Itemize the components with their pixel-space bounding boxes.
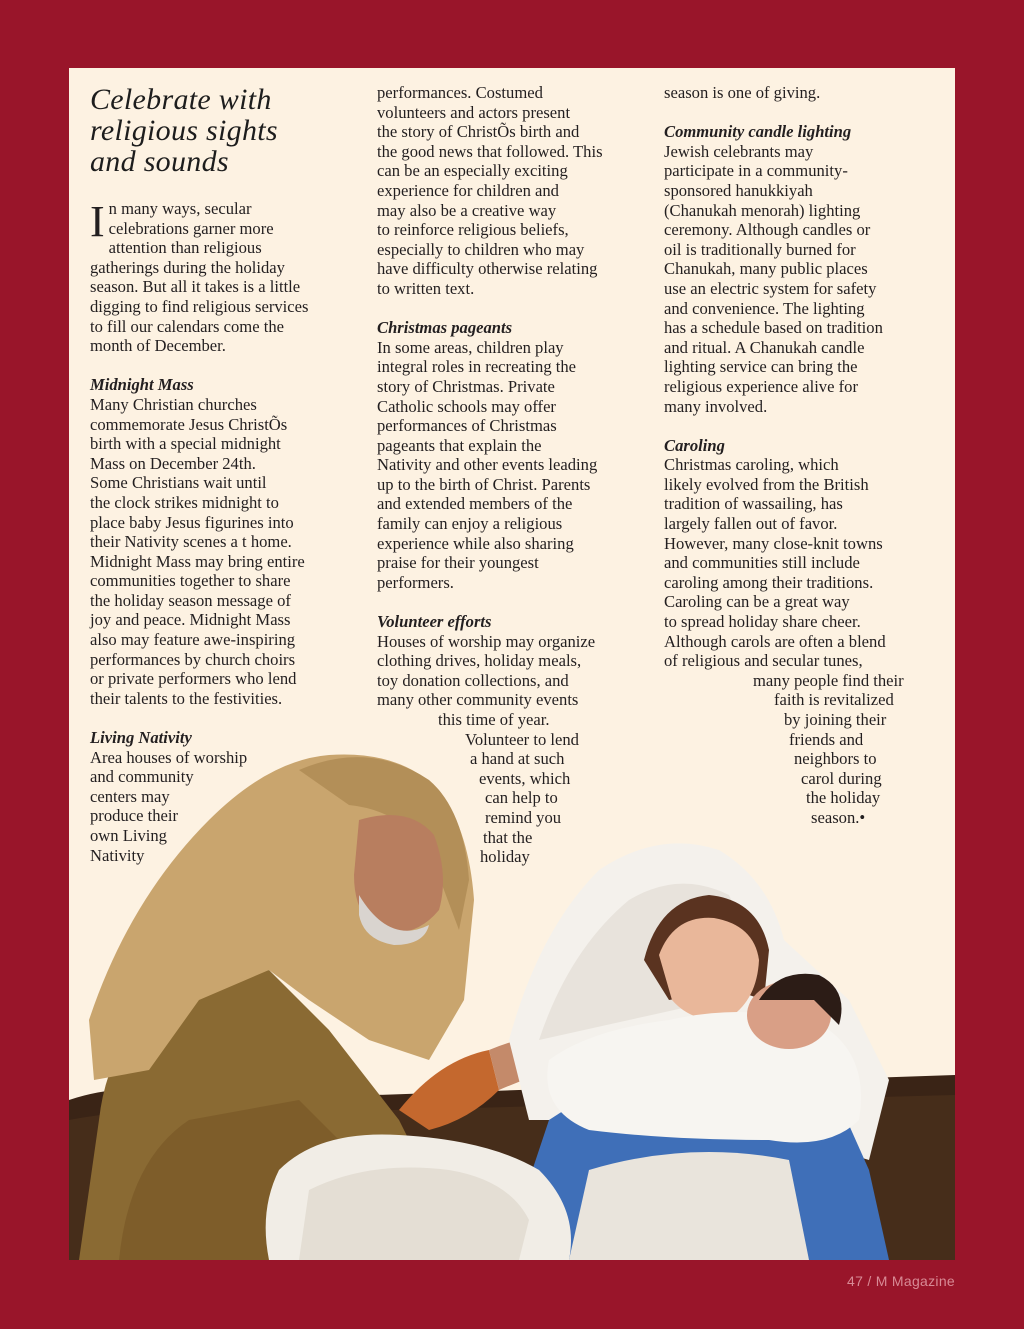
- article-page: [69, 68, 955, 1260]
- section-body-midnight-mass: Many Christian churches commemorate Jesus ChristÕs birth with a special midnight Mass on December 24th. Some Christians wait until the clock strikes midnight to place baby Jesus figurines into their Nativity scenes a t home. Midnight Mass may bring entire communities together to share the holiday season message of joy and peace. Midnight Mass also may feature awe-inspiring performances by church choirs or private performers who lend their talents to the festivities.: [90, 394, 305, 708]
- column-3: [664, 83, 936, 828]
- section-body-community-candle-lighting: Jewish celebrants may participate in a community- sponsored hanukkiyah (Chanukah menorah) lighting ceremony. Although candles or oil is traditionally burned for Chanukah, many public places use an electric system for safety and convenience. The lighting has a schedule based on tradition and ritual. A Chanukah candle lighting service can bring the religious experience alive for many involved.: [664, 141, 883, 416]
- intro-paragraph: I n many ways, secular celebrations garner more attention than religious gatherings during the holiday season. But all it takes is a little digging to find religious services to fill our calendars come the month of December.: [90, 197, 309, 356]
- section-body-caroling: Christmas caroling, which likely evolved from the British tradition of wassailing, has largely fallen out of favor. However, many close-knit towns and communities still include caroling among their traditions. Caroling can be a great way to spread holiday share cheer. Although carols are often a blend of religious and secular tunes, many people find their faith is revitalized by joining their friends and neighbors to carol during the holiday season.•: [664, 455, 904, 827]
- section-heading-community-candle-lighting: Community candle lighting: [664, 122, 852, 142]
- article-title: Celebrate with religious sights and sounds: [90, 83, 278, 178]
- section-heading-caroling: Caroling: [664, 435, 725, 455]
- column-2: [377, 83, 649, 867]
- section-heading-volunteer-efforts: Volunteer efforts: [377, 612, 492, 632]
- section-body-christmas-pageants: In some areas, children play integral roles in recreating the story of Christmas. Private Catholic schools may offer performances of Christmas pageants that explain the Nativity and other events leading up to the birth of Christ. Parents and extended members of the family can enjoy a religious experience while also sharing praise for their youngest performers.: [377, 337, 598, 592]
- page-folio: 47 / M Magazine: [847, 1273, 955, 1289]
- section-heading-midnight-mass: Midnight Mass: [90, 375, 194, 395]
- section-heading-christmas-pageants: Christmas pageants: [377, 318, 513, 338]
- drop-cap: I: [90, 197, 105, 246]
- column-1: [90, 84, 358, 865]
- section-body-living-nativity-continued: performances. Costumed volunteers and actors present the story of ChristÕs birth and the good news that followed. This can be an especially exciting experience for children and may also be a creative way to reinforce religious beliefs, especially to children who may have difficulty otherwise relating to written text.: [377, 83, 603, 298]
- section-heading-living-nativity: Living Nativity: [90, 728, 192, 748]
- section-body-living-nativity: Area houses of worship and community centers may produce their own Living Nativity: [90, 747, 248, 865]
- section-body-volunteer-efforts: Houses of worship may organize clothing drives, holiday meals, toy donation collections, and many other community events this time of year. Volunteer to lend a hand at such events, which can help to remind you that the holiday: [377, 631, 596, 867]
- section-body-volunteer-efforts-continued: season is one of giving.: [664, 83, 821, 102]
